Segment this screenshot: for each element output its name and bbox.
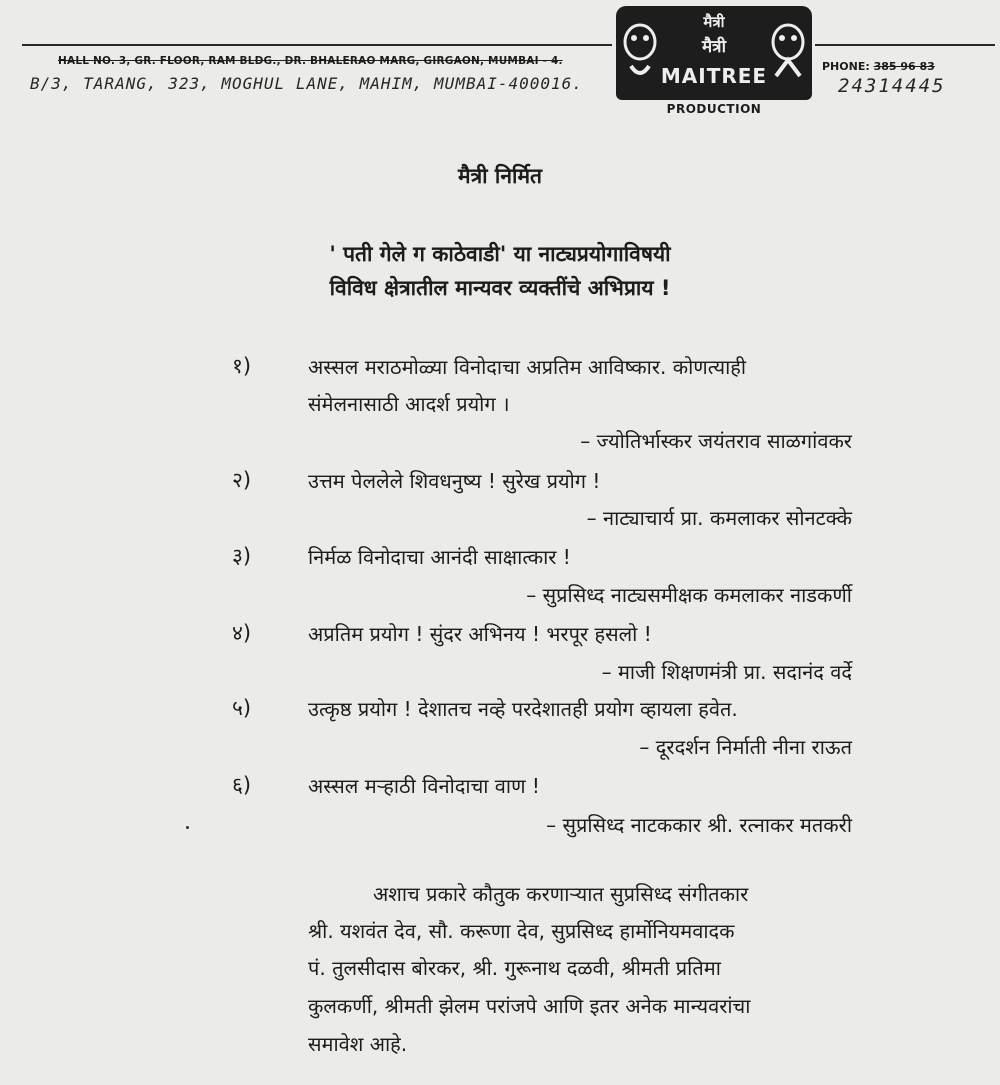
opinion-attribution: – सुप्रसिध्द नाट्यसमीक्षक कमलाकर नाडकर्णी [526, 583, 852, 607]
closing-line: समावेश आहे. [308, 1032, 408, 1056]
opinion-text: अप्रतिम प्रयोग ! सुंदर अभिनय ! भरपूर हसलो ! [308, 622, 652, 646]
letterhead-rule-right [815, 44, 995, 46]
opinion-text: निर्मळ विनोदाचा आनंदी साक्षात्कार ! [308, 545, 571, 569]
closing-line: अशाच प्रकारे कौतुक करणाऱ्यात सुप्रसिध्द संगीतकार [373, 882, 749, 906]
opinion-number: ५) [232, 696, 252, 720]
opinion-attribution: – सुप्रसिध्द नाटककार श्री. रत्नाकर मतकरी [546, 813, 852, 837]
paper-speck [186, 826, 189, 829]
opinion-text: उत्कृष्ठ प्रयोग ! देशातच नव्हे परदेशातही प्रयोग व्हायला हवेत. [308, 697, 738, 721]
phone-line [822, 60, 935, 73]
opinion-text: संमेलनासाठी आदर्श प्रयोग । [308, 392, 510, 416]
maitree-logo [616, 6, 812, 118]
opinion-text: उत्तम पेललेले शिवधनुष्य ! सुरेख प्रयोग ! [308, 469, 601, 493]
opinion-number: १) [232, 354, 252, 378]
logo-subtitle: PRODUCTION [666, 102, 762, 116]
logo-background [616, 6, 812, 100]
opinion-attribution: – ज्योतिर्भास्कर जयंतराव साळगांवकर [580, 429, 852, 453]
address-old-struck: HALL NO. 3, GR. FLOOR, RAM BLDG., DR. BHALERAO MARG, GIRGAON, MUMBAI - 4. [58, 55, 563, 67]
opinion-number: ४) [232, 621, 252, 645]
phone-label: PHONE: [822, 60, 870, 73]
opinion-number: २) [232, 468, 252, 492]
opinion-text: अस्सल मराठमोळ्या विनोदाचा अप्रतिम आविष्कार. कोणत्याही [308, 355, 747, 379]
logo-marathi-line1: मैत्री [703, 13, 725, 31]
closing-line: श्री. यशवंत देव, सौ. करूणा देव, सुप्रसिध्द हार्मोनियमवादक [308, 919, 735, 943]
address-handwritten: B/3, TARANG, 323, MOGHUL LANE, MAHIM, MUMBAI-400016. [30, 74, 583, 93]
letterhead-rule-left [22, 44, 612, 46]
phone-old-struck: 385 96 83 [873, 60, 935, 73]
logo-english-name: MAITREE [660, 64, 768, 88]
opinion-text: अस्सल मऱ्हाठी विनोदाचा वाण ! [308, 774, 540, 798]
opinion-attribution: – नाट्याचार्य प्रा. कमलाकर सोनटक्के [586, 506, 852, 530]
title-line-1: ' पती गेले ग काठेवाडी' या नाट्यप्रयोगाविषयी [329, 242, 671, 266]
producer-heading: मैत्री निर्मित [458, 164, 542, 188]
closing-line: कुलकर्णी, श्रीमती झेलम परांजपे आणि इतर अनेक मान्यवरांचा [308, 994, 751, 1018]
opinion-number: ३) [232, 544, 252, 568]
phone-handwritten: 24314445 [838, 75, 946, 97]
opinion-attribution: – माजी शिक्षणमंत्री प्रा. सदानंद वर्दे [601, 660, 852, 684]
logo-marathi-line2: मैत्री [702, 37, 726, 57]
title-line-2: विविध क्षेत्रातील मान्यवर व्यक्तींचे अभिप्राय ! [329, 276, 671, 300]
opinion-number: ६) [232, 773, 252, 797]
opinion-attribution: – दूरदर्शन निर्माती नीना राऊत [639, 735, 852, 759]
closing-line: पं. तुलसीदास बोरकर, श्री. गुरूनाथ दळवी, श्रीमती प्रतिमा [308, 956, 721, 980]
